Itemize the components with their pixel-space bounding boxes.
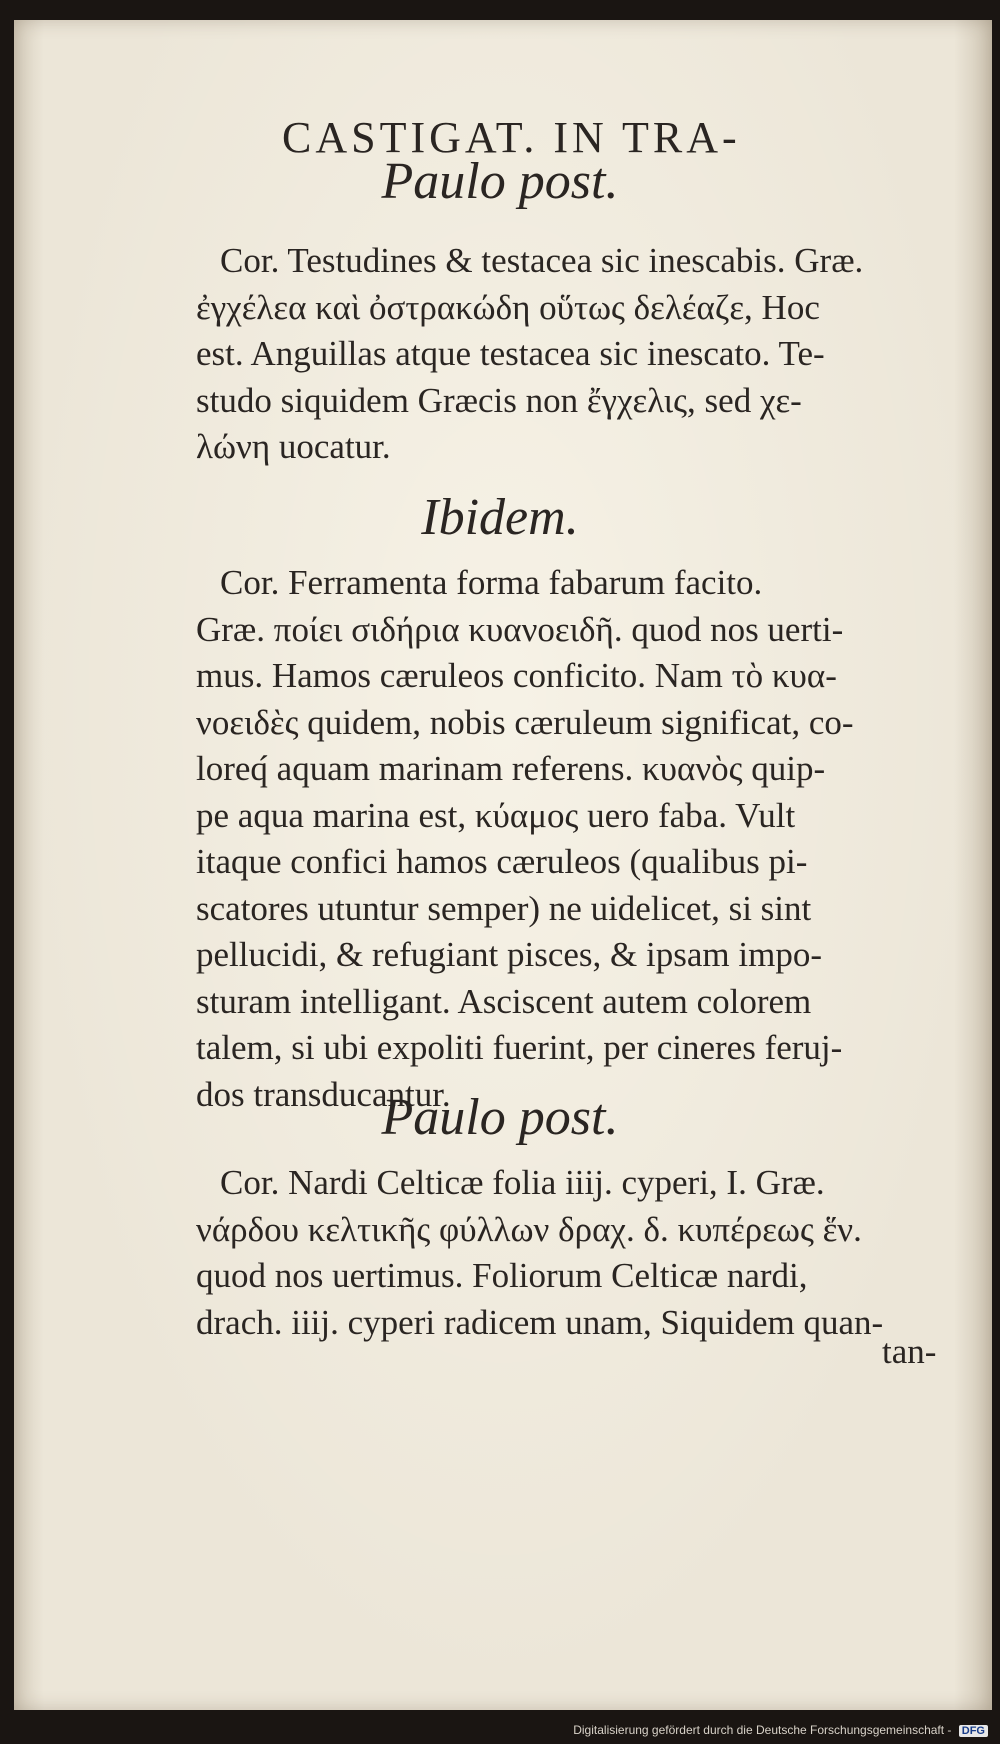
digitization-footer [0, 1723, 988, 1737]
text-line: loreq́ aquam marinam referens. κυανὸς quip- [196, 749, 826, 788]
section-paragraph [196, 560, 854, 1118]
text-line: νοειδὲς quidem, nobis cæruleum significat, co- [196, 702, 854, 742]
text-line: studo siquidem Græcis non ἔγχελις, sed χε- [196, 380, 802, 420]
text-line: mus. Hamos cæruleos conficito. Nam τὸ κυα- [196, 656, 837, 695]
section-heading: Paulo post. [381, 1089, 619, 1146]
section-paragraph [196, 1160, 883, 1346]
text-line: Cor. Ferramenta forma fabarum facito. [220, 563, 763, 602]
text-line: λώνη uocatur. [196, 427, 391, 466]
text-line: νάρδου κελτικῆς φύλλων δραχ. δ. κυπέρεως ἕν. [196, 1209, 862, 1249]
text-line: itaque confici hamos cæruleos (qualibus pi- [196, 842, 808, 881]
catchword: tan- [882, 1332, 937, 1371]
text-line: Cor. Nardi Celticæ folia iiij. cyperi, I. Græ. [220, 1163, 825, 1202]
text-line: sturam intelligant. Asciscent autem colorem [196, 981, 812, 1021]
section-paragraph [196, 238, 863, 471]
section-heading: Paulo post. [381, 153, 619, 210]
text-line: Græ. ποίει σιδήρια κυανοειδῆ. quod nos uerti- [196, 609, 844, 649]
text-line: drach. iiij. cyperi radicem unam, Siquidem quan- [196, 1302, 884, 1342]
text-line: dos transducantur. [196, 1074, 451, 1114]
text-line: pe aqua marina est, κύαμος uero faba. Vult [196, 795, 796, 835]
section-heading: Ibidem. [421, 489, 579, 546]
text-line: Cor. Testudines & testacea sic inescabis. Græ. [220, 241, 864, 280]
running-head: CASTIGAT. IN TRA- [282, 113, 741, 162]
text-line: scatores utuntur semper) ne uidelicet, si sint [196, 888, 812, 928]
dfg-logo: DFG [959, 1725, 988, 1737]
text-line: ἐγχέλεα καὶ ὀστρακώδη οὕτως δελέαζε, Hoc [196, 287, 820, 327]
footer-text: Digitalisierung gefördert durch die Deutsche Forschungsgemeinschaft - [573, 1723, 952, 1737]
text-line: est. Anguillas atque testacea sic inescato. Te- [196, 334, 825, 373]
text-line: quod nos uertimus. Foliorum Celticæ nardi, [196, 1256, 808, 1295]
text-line: talem, si ubi expoliti fuerint, per cineres feruj- [196, 1028, 843, 1067]
text-line: pellucidi, & refugiant pisces, & ipsam impo- [196, 935, 822, 974]
